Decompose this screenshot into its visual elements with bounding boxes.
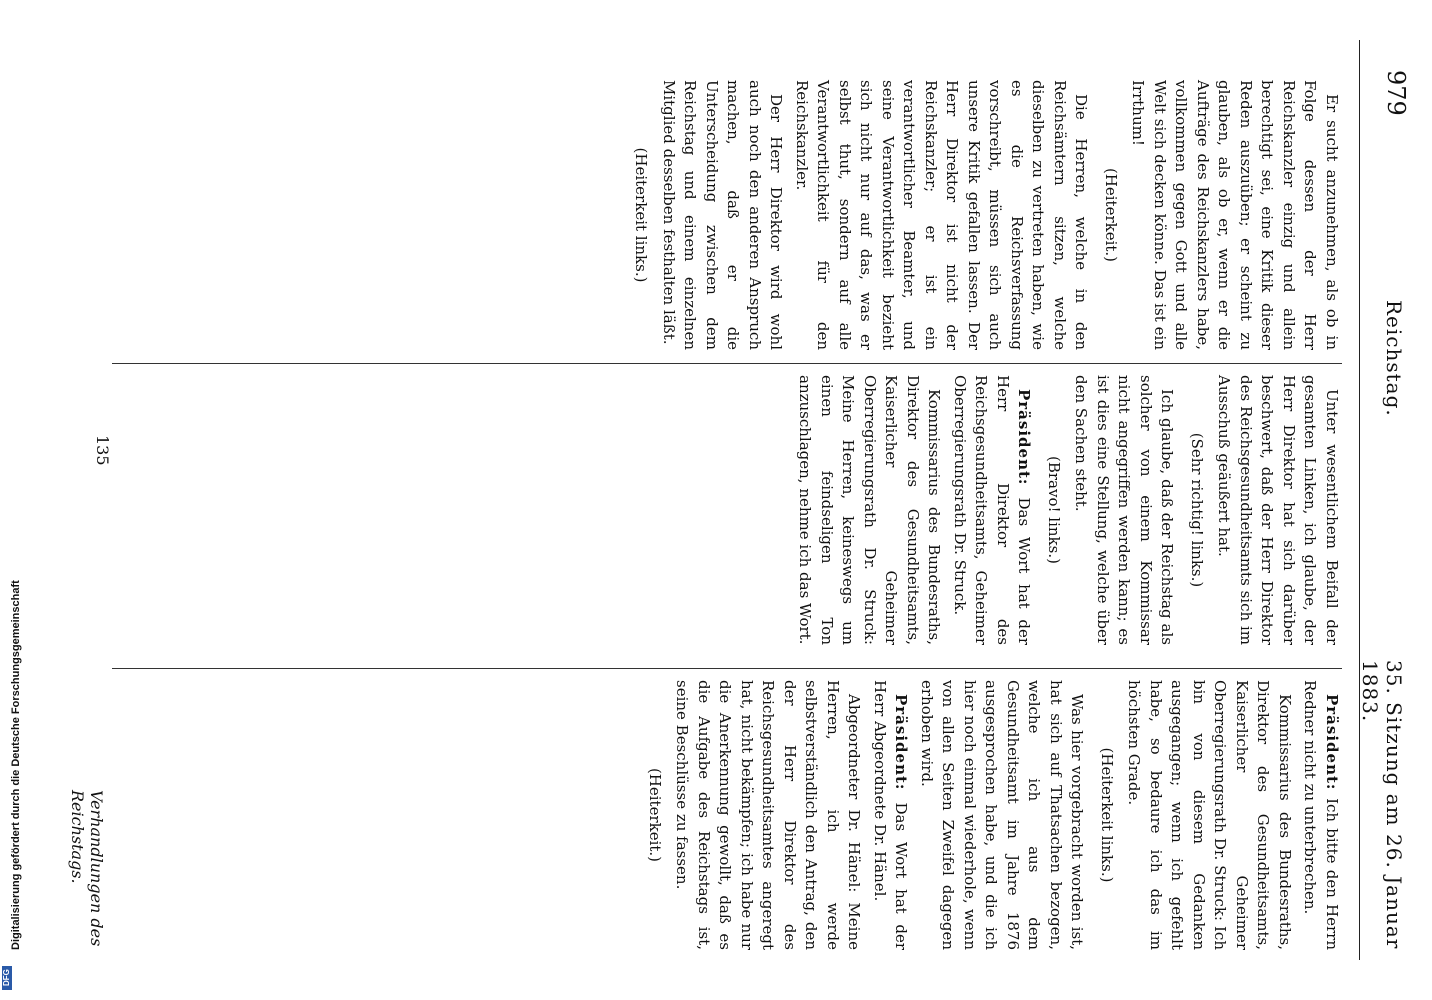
header-rule: [1359, 40, 1360, 960]
paragraph: Kommissarius des Bundesraths, Direktor des Gesundheitsamts, Kaiserlicher Geheimer Oberregierungsrath Dr. Struck: Meine Herren, keineswegs um einen feindseligen Ton anzuschlagen, nehme ich das Wort.: [796, 375, 944, 645]
paragraph: Er sucht anzunehmen, als ob in Folge dessen der Herr Reichskanzler einzig und allein berechtigt sei, eine Kritik dieser Reden auszuüben; er scheint zu glauben, als ob er, wenn er die Aufträge des Reichskanzlers habe, vollkommen gegen Gott und alle Welt sich decken könne. Das ist ein Irrthum!: [1129, 80, 1341, 350]
speaker-label: Präsident:: [1015, 389, 1034, 498]
column-divider: [112, 668, 1342, 669]
stage-direction: (Heiterkeit.): [646, 767, 664, 863]
digitization-strip: [0, 0, 22, 1000]
digitization-credit: Digitalisierung gefördert durch die Deutsche Forschungsgemeinschaft: [10, 580, 22, 950]
text-column-2: [790, 375, 1342, 645]
speaker-label: Präsident:: [1323, 694, 1341, 799]
paragraph: Präsident: Ich bitte den Herrn Redner nicht zu unterbrechen.: [1301, 680, 1341, 950]
paragraph: Kommissarius des Bundesraths, Direktor des Gesundheitsamts, Kaiserlicher Geheimer Oberregierungsrath Dr. Struck: Ich bin von diesem Gedanken ausgegangen; wenn ich gefehlt habe, so bedaure ich das im höchsten Grade.: [1125, 680, 1294, 950]
stage-direction: (Heiterkeit links.): [632, 147, 651, 283]
page-footer: [32, 0, 112, 1000]
header-title: Reichstag.: [1382, 300, 1406, 417]
paragraph: Was hier vorgebracht worden ist, hat sich auf Thatsachen bezogen, welche ich aus dem Gesundheitsamt im Jahre 1876 ausgesprochen habe, und die ich hier noch einmal wiederhole, wenn von allen Seiten Zweifel dagegen erhoben wird.: [918, 680, 1087, 950]
column-divider: [112, 363, 1342, 364]
stage-direction: (Heiterkeit.): [1102, 167, 1120, 263]
paragraph: Abgeordneter Dr. Hänel: Meine Herren, ich werde selbstverständlich den Antrag, den der Herr Direktor des Reichsgesundheitsamtes angeregt hat, nicht bekämpfen; ich habe nur die Anerkennung gewollt, daß es die Aufgabe des Reichstags ist, seine Beschlüsse zu fassen.: [673, 680, 864, 950]
paragraph: Präsident: Das Wort hat der Herr Abgeordnete Dr. Hänel.: [871, 680, 911, 950]
paragraph: Präsident: Das Wort hat der Herr Direktor des Reichsgesundheitsamts, Geheimer Oberregierungsrath Dr. Struck.: [951, 375, 1034, 645]
signature-mark: 135: [93, 435, 112, 466]
text-column-1: [622, 80, 1342, 350]
speaker-label: Präsident:: [892, 694, 911, 803]
paragraph: Die Herren, welche in den Reichsämtern sitzen, welche dieselben zu vertreten haben, wie es die Reichsverfassung vorschreibt, müssen sich auch unsere Kritik gefallen lassen. Der Herr Direktor ist nicht der Reichskanzler; er ist ein verantwortlicher Beamter, und seine Verantwortlichkeit bezieht sich nicht nur auf das, was er selbst thut, sondern auf alle Verantwortlichkeit für den Reichskanzler.: [793, 80, 1091, 350]
text-column-3: [636, 680, 1343, 950]
dfg-logo: DFG: [2, 966, 12, 990]
paragraph: Ich glaube, daß der Reichstag als solcher von einem Kommissar nicht angegriffen werden kann; es ist dies eine Stellung, welche über den Sachen steht.: [1072, 375, 1177, 645]
page-number: 979: [1382, 70, 1410, 116]
stage-direction: (Sehr richtig! links.): [1188, 432, 1206, 588]
stage-direction: (Heiterkeit links.): [1098, 747, 1116, 883]
paragraph: Unter wesentlichem Beifall der gesamten Linken, ich glaube, der Herr Direktor hat sich darüber beschwert, daß der Herr Direktor des Reichsgesundheitsamts sich im Ausschuß geäußert hat.: [1215, 375, 1341, 645]
paragraph: Der Herr Direktor wird wohl auch noch den anderen Anspruch machen, daß er die Unterscheidung zwischen dem Reichstag und einem einzelnen Mitglied desselben festhalten läßt.: [660, 80, 786, 350]
source-line: Verhandlungen des Reichstags.: [68, 790, 106, 947]
page-header: [1352, 0, 1432, 1000]
header-sitting: 35. Sitzung am 26. Januar 1883.: [1358, 660, 1406, 950]
stage-direction: (Bravo! links.): [1045, 456, 1063, 564]
